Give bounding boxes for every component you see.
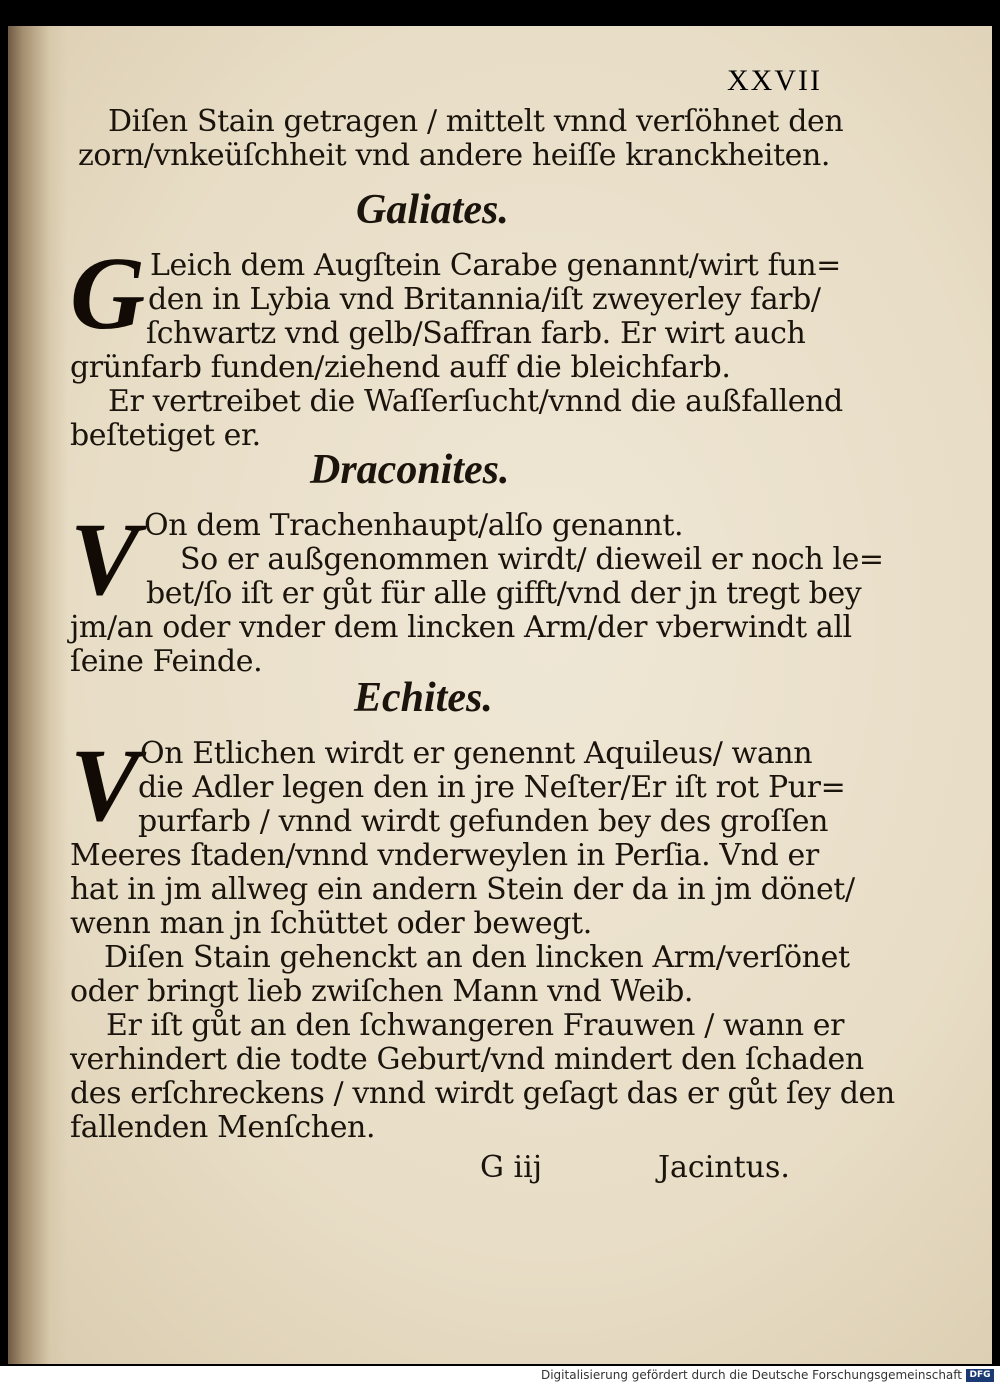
text-line: grünfarb funden/ziehend auff die bleichfarb. <box>70 350 731 385</box>
text-line: beſtetiget er. <box>70 418 261 453</box>
text-line: ſeine Feinde. <box>70 644 263 679</box>
text-line: So er außgenommen wirdt/ dieweil er noch le= <box>180 542 884 577</box>
text-line: zorn/vnkeüſchheit vnd andere heiſſe kranckheiten. <box>78 138 831 173</box>
text-line: verhindert die todte Geburt/vnd mindert den ſchaden <box>70 1042 864 1077</box>
folio-number: XXVII <box>727 64 822 97</box>
drop-cap-v: V <box>70 502 140 617</box>
text-line: Er iſt gůt an den ſchwangeren Frauwen / wann er <box>106 1008 845 1043</box>
drop-cap-g: G <box>70 236 146 351</box>
text-line: jm/an oder vnder dem lincken Arm/der vberwindt all <box>70 610 852 645</box>
drop-cap-v: V <box>70 728 140 843</box>
text-line: oder bringt lieb zwiſchen Mann vnd Weib. <box>70 974 694 1009</box>
text-line: hat in jm allweg ein andern Stein der da in jm dönet/ <box>70 872 855 907</box>
funding-notice: Digitalisierung gefördert durch die Deutsche Forschungsgemeinschaft <box>540 1368 962 1382</box>
text-line: Meeres ſtaden/vnnd vnderweylen in Perſia. Vnd er <box>70 838 819 873</box>
text-line: die Adler legen den in jre Neſter/Er iſt rot Pur= <box>138 770 846 805</box>
text-line: purfarb / vnnd wirdt gefunden bey des groſſen <box>138 804 829 839</box>
text-line: Diſen Stain gehenckt an den lincken Arm/verſönet <box>104 940 850 975</box>
section-heading-galiates: Galiates. <box>356 187 509 233</box>
section-heading-echites: Echites. <box>354 675 493 721</box>
text-line: fallenden Menſchen. <box>70 1110 376 1145</box>
section-heading-draconites: Draconites. <box>310 447 510 493</box>
text-line: wenn man jn ſchüttet oder bewegt. <box>70 906 592 941</box>
text-line: Diſen Stain getragen / mittelt vnnd verſöhnet den <box>108 104 844 139</box>
text-line: On Etlichen wirdt er genennt Aquileus/ wann <box>140 736 813 771</box>
text-line: den in Lybia vnd Britannia/iſt zweyerley farb/ <box>148 282 821 317</box>
book-spine-shadow <box>8 26 68 1364</box>
signature-mark: G iij <box>480 1150 542 1185</box>
text-line: On dem Trachenhaupt/alſo genannt. <box>144 508 684 543</box>
text-line: Leich dem Augſtein Carabe genannt/wirt fun= <box>150 248 841 283</box>
footer-bar <box>0 1366 1000 1386</box>
book-page <box>8 26 992 1364</box>
text-line: ſchwartz vnd gelb/Saffran farb. Er wirt auch <box>146 316 806 351</box>
catchword: Jacintus. <box>658 1150 790 1185</box>
text-line: des erſchreckens / vnnd wirdt geſagt das er gůt ſey den <box>70 1076 895 1111</box>
text-line: Er vertreibet die Waſſerſucht/vnnd die außfallend <box>108 384 843 419</box>
text-line: bet/ſo iſt er gůt für alle gifft/vnd der jn tregt bey <box>146 576 862 611</box>
dfg-logo: DFG <box>966 1369 994 1382</box>
